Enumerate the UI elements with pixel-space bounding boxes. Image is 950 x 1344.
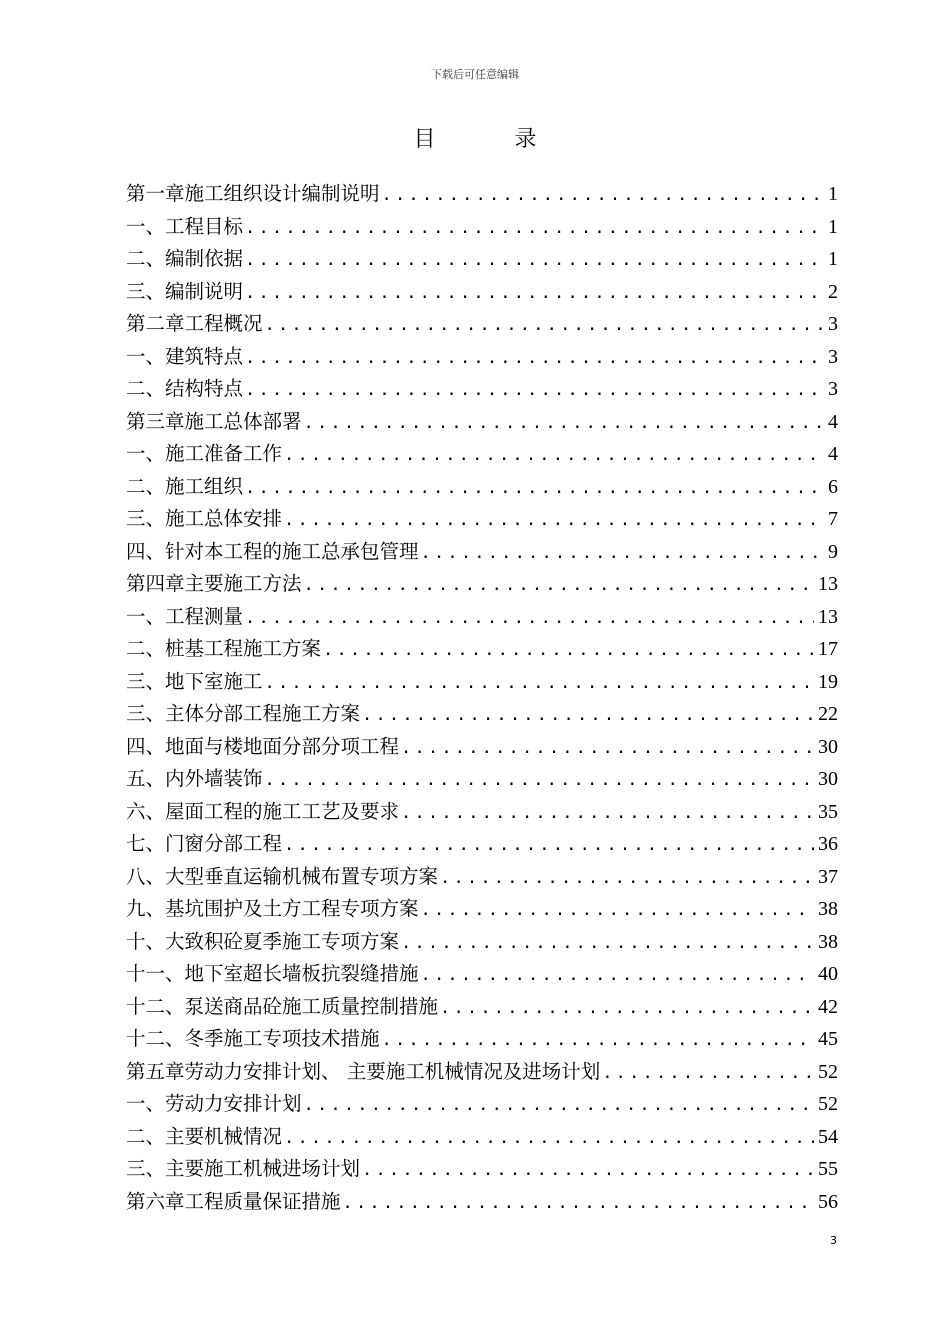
- toc-entry-number: 一、: [126, 214, 166, 238]
- toc-entry-number: 十二、: [126, 994, 185, 1018]
- toc-section-entry[interactable]: [126, 828, 838, 861]
- toc-title: 目 录: [413, 127, 573, 152]
- toc-entry-number: 第六章: [126, 1189, 185, 1213]
- toc-entry-title: 劳动力安排计划: [165, 1092, 302, 1115]
- toc-section-entry[interactable]: [126, 991, 838, 1024]
- toc-entry-title: 劳动力安排计划、 主要施工机械情况及进场计划: [184, 1059, 601, 1083]
- toc-section-entry[interactable]: [126, 1153, 838, 1186]
- toc-chapter-entry[interactable]: [126, 406, 838, 439]
- toc-entry-number: 四、: [126, 734, 166, 758]
- toc-entry-page: 37: [818, 865, 838, 888]
- toc-dot-leader: [382, 179, 824, 211]
- toc-entry-title: 施工总体安排: [165, 507, 283, 530]
- toc-entry-number: 第五章: [126, 1059, 185, 1083]
- toc-entry-number: 一、: [126, 1092, 166, 1115]
- toc-entry-title: 主要施工机械进场计划: [165, 1157, 361, 1180]
- toc-dot-leader: [323, 634, 814, 666]
- toc-entry-page: 52: [818, 1060, 838, 1083]
- toc-dot-leader: [284, 504, 824, 536]
- toc-entry-title: 屋面工程的施工工艺及要求: [165, 799, 400, 823]
- toc-dot-leader: [362, 699, 814, 731]
- toc-section-entry[interactable]: [126, 373, 838, 406]
- toc-section-entry[interactable]: [126, 633, 838, 666]
- toc-entry-page: 36: [818, 833, 838, 855]
- toc-entry-title: 基坑围护及土方工程专项方案: [165, 897, 419, 920]
- toc-entry-title: 施工组织: [165, 474, 244, 498]
- toc-entry-number: 一、: [126, 604, 166, 628]
- toc-entry-number: 三、: [126, 507, 166, 530]
- toc-entry-title: 编制依据: [165, 247, 244, 270]
- toc-dot-leader: [421, 537, 824, 569]
- toc-entry-title: 地面与楼地面分部分项工程: [165, 734, 400, 758]
- toc-entry-page: 55: [818, 1158, 838, 1180]
- toc-section-entry[interactable]: [126, 536, 838, 569]
- header-note: 下载后可任意编辑: [431, 68, 519, 81]
- toc-dot-leader: [284, 439, 824, 471]
- toc-entry-number: 四、: [126, 539, 166, 563]
- toc-section-entry[interactable]: [126, 471, 838, 504]
- toc-entry-page: 2: [828, 280, 838, 303]
- toc-dot-leader: [245, 374, 824, 406]
- toc-entry-page: 35: [818, 800, 838, 823]
- toc-section-entry[interactable]: [126, 243, 838, 276]
- toc-entry-title: 门窗分部工程: [165, 832, 283, 855]
- toc-entry-page: 13: [818, 605, 838, 628]
- toc-entry-page: 22: [818, 703, 838, 725]
- toc-section-entry[interactable]: [126, 276, 838, 309]
- toc-section-entry[interactable]: [126, 796, 838, 829]
- toc-entry-title: 主体分部工程施工方案: [165, 702, 361, 725]
- toc-entry-page: 45: [818, 1028, 838, 1050]
- toc-entry-page: 1: [828, 248, 838, 270]
- toc-entry-number: 二、: [126, 474, 166, 498]
- toc-entry-title: 大型垂直运输机械布置专项方案: [165, 864, 439, 888]
- toc-entry-number: 第一章: [126, 182, 185, 205]
- toc-entry-number: 三、: [126, 702, 166, 725]
- toc-entry-page: 13: [818, 573, 838, 595]
- toc-dot-leader: [343, 1187, 814, 1219]
- toc-entry-title: 结构特点: [165, 377, 244, 400]
- toc-entry-page: 7: [828, 508, 838, 530]
- toc-entry-number: 一、: [126, 344, 166, 368]
- toc-section-entry[interactable]: [126, 926, 838, 959]
- toc-dot-leader: [401, 797, 814, 829]
- toc-dot-leader: [284, 1122, 814, 1154]
- toc-entry-page: 1: [828, 215, 838, 238]
- toc-entry-title: 施工组织设计编制说明: [184, 182, 380, 205]
- toc-dot-leader: [401, 732, 814, 764]
- toc-entry-page: 3: [828, 378, 838, 400]
- toc-dot-leader: [245, 472, 824, 504]
- toc-entry-title: 地下室施工: [165, 669, 263, 693]
- toc-entry-number: 二、: [126, 1124, 166, 1148]
- toc-entry-page: 38: [818, 898, 838, 920]
- toc-dot-leader: [245, 212, 824, 244]
- toc-entry-number: 第三章: [126, 409, 185, 433]
- toc-chapter-entry[interactable]: [126, 178, 838, 211]
- toc-section-entry[interactable]: [126, 763, 838, 796]
- toc-section-entry[interactable]: [126, 731, 838, 764]
- toc-chapter-entry[interactable]: [126, 308, 838, 341]
- toc-entry-number: 三、: [126, 1157, 166, 1180]
- toc-entry-number: 第四章: [126, 572, 185, 595]
- toc-section-entry[interactable]: [126, 211, 838, 244]
- toc-section-entry[interactable]: [126, 1121, 838, 1154]
- toc-entry-title: 工程质量保证措施: [184, 1189, 341, 1213]
- toc-entry-title: 泵送商品砼施工质量控制措施: [184, 994, 439, 1018]
- toc-entry-number: 九、: [126, 897, 166, 920]
- toc-entry-number: 一、: [126, 442, 166, 465]
- toc-entry-title: 施工总体部署: [184, 409, 302, 433]
- toc-dot-leader: [245, 602, 814, 634]
- toc-entry-number: 十、: [126, 929, 166, 953]
- toc-dot-leader: [401, 927, 814, 959]
- toc-entry-title: 针对本工程的施工总承包管理: [165, 539, 419, 563]
- toc-section-entry[interactable]: [126, 1023, 838, 1056]
- toc-entry-number: 十一、: [126, 962, 185, 985]
- toc-entry-page: 19: [818, 670, 838, 693]
- toc-section-entry[interactable]: [126, 861, 838, 894]
- toc-dot-leader: [245, 244, 824, 276]
- toc-entry-page: 1: [828, 183, 838, 205]
- toc-section-entry[interactable]: [126, 1088, 838, 1121]
- page-number: 3: [830, 1234, 837, 1247]
- toc-entry-page: 30: [818, 768, 838, 790]
- toc-entry-page: 30: [818, 735, 838, 758]
- toc-entry-number: 十二、: [126, 1027, 185, 1050]
- toc-section-entry[interactable]: [126, 893, 838, 926]
- toc-dot-leader: [440, 862, 814, 894]
- toc-entry-title: 内外墙装饰: [165, 767, 263, 790]
- toc-entry-page: 17: [818, 638, 838, 660]
- toc-dot-leader: [421, 894, 814, 926]
- toc-entry-number: 六、: [126, 799, 166, 823]
- toc-entry-title: 编制说明: [165, 279, 244, 303]
- toc-dot-leader: [362, 1154, 814, 1186]
- toc-entry-number: 三、: [126, 279, 166, 303]
- toc-dot-leader: [265, 309, 824, 341]
- table-of-contents: [126, 178, 838, 1218]
- toc-section-entry[interactable]: [126, 341, 838, 374]
- toc-dot-leader: [265, 764, 814, 796]
- toc-entry-page: 42: [818, 995, 838, 1018]
- toc-entry-number: 八、: [126, 864, 166, 888]
- toc-entry-page: 38: [818, 930, 838, 953]
- toc-entry-number: 二、: [126, 637, 166, 660]
- toc-entry-page: 40: [818, 963, 838, 985]
- toc-section-entry[interactable]: [126, 666, 838, 699]
- toc-entry-number: 七、: [126, 832, 166, 855]
- toc-entry-title: 施工准备工作: [165, 442, 283, 465]
- toc-entry-title: 大致积砼夏季施工专项方案: [165, 929, 400, 953]
- toc-entry-page: 4: [828, 443, 838, 465]
- toc-section-entry[interactable]: [126, 698, 838, 731]
- toc-entry-title: 地下室超长墙板抗裂缝措施: [184, 962, 419, 985]
- toc-entry-number: 二、: [126, 377, 166, 400]
- toc-entry-title: 主要施工方法: [184, 572, 302, 595]
- toc-chapter-entry[interactable]: [126, 1186, 838, 1219]
- toc-entry-title: 冬季施工专项技术措施: [184, 1027, 380, 1050]
- toc-entry-page: 3: [828, 313, 838, 335]
- toc-section-entry[interactable]: [126, 601, 838, 634]
- toc-chapter-entry[interactable]: [126, 568, 838, 601]
- toc-section-entry[interactable]: [126, 503, 838, 536]
- toc-dot-leader: [245, 342, 824, 374]
- toc-chapter-entry[interactable]: [126, 1056, 838, 1089]
- toc-dot-leader: [421, 959, 814, 991]
- toc-entry-title: 建筑特点: [165, 344, 244, 368]
- toc-entry-title: 工程概况: [184, 312, 263, 335]
- toc-entry-page: 9: [828, 540, 838, 563]
- toc-section-entry[interactable]: [126, 438, 838, 471]
- toc-entry-page: 54: [818, 1125, 838, 1148]
- toc-dot-leader: [304, 407, 824, 439]
- toc-dot-leader: [602, 1057, 814, 1089]
- toc-dot-leader: [265, 667, 814, 699]
- toc-entry-number: 二、: [126, 247, 166, 270]
- toc-entry-title: 桩基工程施工方案: [165, 637, 322, 660]
- toc-entry-title: 工程目标: [165, 214, 244, 238]
- toc-entry-title: 主要机械情况: [165, 1124, 283, 1148]
- toc-dot-leader: [304, 569, 814, 601]
- toc-dot-leader: [382, 1024, 814, 1056]
- toc-dot-leader: [284, 829, 814, 861]
- toc-dot-leader: [304, 1089, 814, 1121]
- toc-entry-page: 3: [828, 345, 838, 368]
- toc-entry-title: 工程测量: [165, 604, 244, 628]
- toc-entry-number: 三、: [126, 669, 166, 693]
- toc-entry-page: 52: [818, 1093, 838, 1115]
- toc-dot-leader: [245, 277, 824, 309]
- toc-dot-leader: [440, 992, 814, 1024]
- toc-entry-number: 五、: [126, 767, 166, 790]
- toc-entry-page: 56: [818, 1190, 838, 1213]
- toc-entry-page: 4: [828, 410, 838, 433]
- toc-entry-page: 6: [828, 475, 838, 498]
- toc-section-entry[interactable]: [126, 958, 838, 991]
- toc-entry-number: 第二章: [126, 312, 185, 335]
